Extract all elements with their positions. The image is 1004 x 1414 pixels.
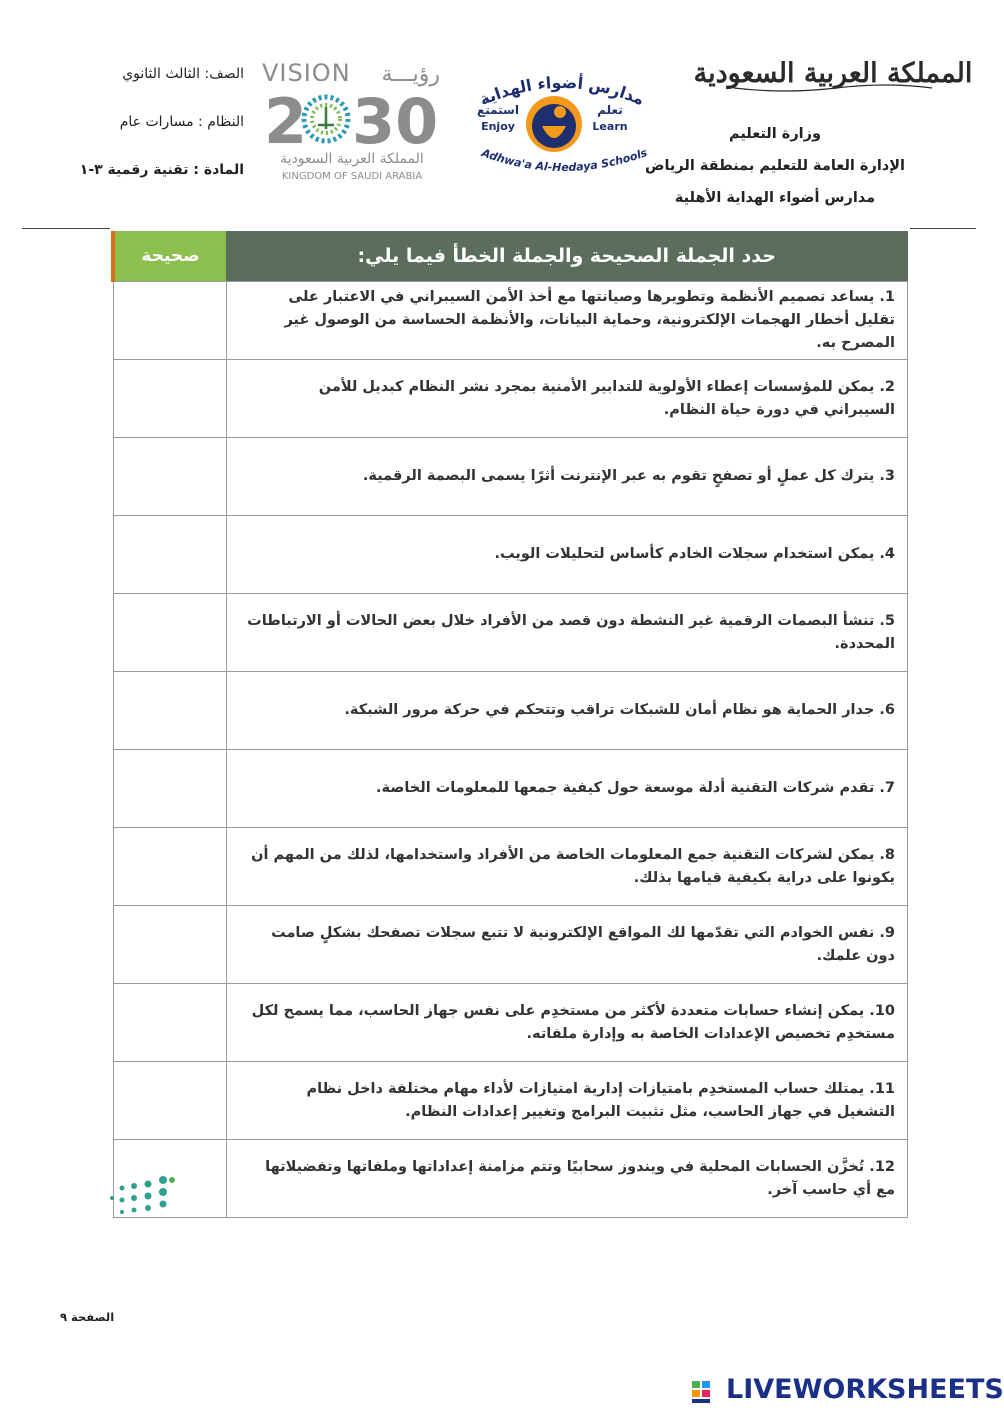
question-text: 5. تنشأ البصمات الرقمية غير النشطة دون قصد من الأفراد خلال بعض الحالات أو الارتباطات المحددة.	[226, 594, 908, 672]
school-logo-learn-en: Learn	[592, 120, 628, 133]
liveworksheets-text: LIVEWORKSHEETS	[726, 1374, 1004, 1405]
subject-label: المادة : تقنية رقمية ٣-١	[79, 162, 244, 178]
question-text: 4. يمكن استخدام سجلات الخادم كأساس لتحليلات الويب.	[226, 516, 908, 594]
system-label: النظام : مسارات عام	[119, 114, 244, 130]
question-text: 1. يساعد تصميم الأنظمة وتطويرها وصيانتها مع أخذ الأمن السيبراني في الاعتبار على تقليل أخطار الهجمات الإلكترونية، وحماية البيانات، والأنظمة الحساسة من الوصول غير المصرح به.	[226, 282, 908, 360]
kingdom-calligraphy-logo	[693, 48, 973, 96]
vision-kingdom-ar: المملكة العربية السعودية	[280, 151, 424, 167]
table-row	[113, 594, 908, 672]
true-false-table	[111, 231, 908, 1218]
answer-cell[interactable]	[113, 282, 226, 360]
answer-cell[interactable]	[113, 750, 226, 828]
question-text: 7. تقدم شركات التقنية أدلة موسعة حول كيفية جمعها للمعلومات الخاصة.	[226, 750, 908, 828]
svg-text:Adhwa'a Al-Hedaya Schools	[479, 146, 649, 174]
answer-cell[interactable]	[113, 984, 226, 1062]
school-name: مدارس أضواء الهداية الأهلية	[674, 190, 876, 206]
question-text: 8. يمكن لشركات التقنية جمع المعلومات الخاصة من الأفراد واستخدامها، لذلك من المهم أن يكونوا على دراية بكيفية قيامها بذلك.	[226, 828, 908, 906]
answer-cell[interactable]	[113, 360, 226, 438]
dotted-logo-icon	[108, 1174, 176, 1220]
table-row	[113, 360, 908, 438]
vision-year-left: 2	[264, 85, 308, 158]
school-logo-name-en: Adhwa'a Al-Hedaya Schools	[479, 146, 649, 175]
vision-kingdom-en: KINGDOM OF SAUDI ARABIA	[281, 171, 423, 182]
answer-cell[interactable]	[113, 594, 226, 672]
table-row	[113, 1140, 908, 1218]
question-text: 3. يترك كل عملٍ أو تصفحٍ تقوم به عبر الإنترنت أثرًا يسمى البصمة الرقمية.	[226, 438, 908, 516]
header-divider-left	[22, 228, 110, 229]
table-row	[113, 516, 908, 594]
table-row	[113, 828, 908, 906]
answer-cell[interactable]	[113, 1062, 226, 1140]
question-text: 10. يمكن إنشاء حسابات متعددة لأكثر من مستخدِم على نفس جهاز الحاسب، مما يسمح لكل مستخدِم تخصيص الإعدادات الخاصة به وإدارة ملفاته.	[226, 984, 908, 1062]
vision-year-right: 30	[352, 85, 439, 158]
answer-cell[interactable]	[113, 438, 226, 516]
vision-2030-logo	[258, 55, 448, 185]
answer-cell[interactable]	[113, 906, 226, 984]
question-text: 2. يمكن للمؤسسات إعطاء الأولوية للتدابير الأمنية بمجرد نشر النظام كبديل للأمن السيبراني في دورة حياة النظام.	[226, 360, 908, 438]
answer-cell[interactable]	[113, 828, 226, 906]
table-row	[113, 282, 908, 360]
header-divider-right	[910, 228, 976, 229]
question-text: 9. نفس الخوادم التي تقدّمها لك المواقع الإلكترونية لا تتبع سجلات تصفحك بشكلٍ صامت دون علمك.	[226, 906, 908, 984]
liveworksheets-icon	[690, 1373, 724, 1407]
palm-swords-emblem-icon	[304, 97, 348, 141]
vision-text-en: VISION	[262, 59, 351, 87]
vision-text-ar: رؤيـــة	[381, 62, 440, 87]
table-row	[113, 672, 908, 750]
question-text: 6. جدار الحماية هو نظام أمان للشبكات تراقب وتتحكم في حركة مرور الشبكة.	[226, 672, 908, 750]
question-text: 11. يمتلك حساب المستخدِم بامتيازات إدارية امتيازات لأداء مهام مختلفة داخل نظام التشغيل في جهاز الحاسب، مثل تثبيت البرامج وتغيير إعدادات النظام.	[226, 1062, 908, 1140]
table-row	[113, 1062, 908, 1140]
ministry-name: وزارة التعليم	[728, 126, 821, 142]
question-header: حدد الجملة الصحيحة والجملة الخطأ فيما يلي:	[226, 231, 908, 282]
table-row	[113, 750, 908, 828]
class-info	[72, 50, 244, 194]
department-name: الإدارة العامة للتعليم بمنطقة الرياض	[644, 158, 906, 174]
answer-cell[interactable]	[113, 672, 226, 750]
school-logo-enjoy-ar: استمتع	[477, 103, 519, 117]
table-row	[113, 906, 908, 984]
answer-cell[interactable]	[113, 516, 226, 594]
liveworksheets-brand[interactable]	[690, 1373, 1004, 1407]
page-number: الصفحة ٩	[60, 1310, 115, 1324]
question-text: 12. تُخزَّن الحسابات المحلية في ويندوز سحابيًا وتتم مزامنة إعداداتها وملفاتها وتفضيلاتها مع أي حاسب آخر.	[226, 1140, 908, 1218]
table-header-row	[113, 231, 908, 282]
class-label: الصف: الثالث الثانوي	[122, 66, 244, 82]
school-logo-learn-ar: تعلم	[597, 103, 623, 117]
school-logo-enjoy-en: Enjoy	[481, 120, 515, 133]
school-logo	[462, 68, 662, 198]
answer-header: صحيحة	[113, 231, 226, 282]
table-row	[113, 984, 908, 1062]
school-logo-name-ar: مدارس أضواء الهداية	[476, 72, 648, 110]
table-row	[113, 438, 908, 516]
kingdom-logo-text: المملكة العربية السعودية	[693, 58, 973, 89]
